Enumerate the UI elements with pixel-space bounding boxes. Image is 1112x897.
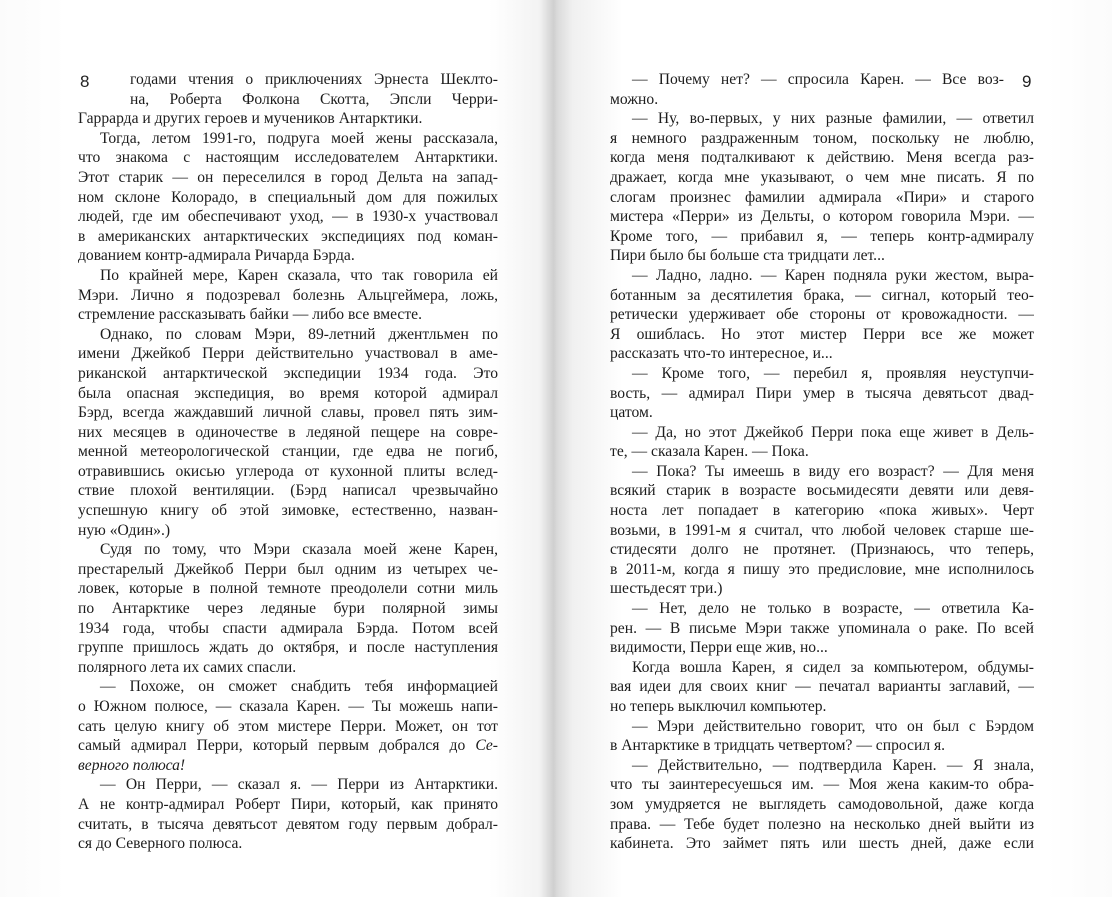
text-line: ся до Северного полюса. [78,835,243,853]
text-line: Пири было бы больше ста тридцати лет... [610,247,885,265]
italic-segment: верного полюса! [78,756,186,774]
text-line: когда меня подталкивают к действию. Меня всегда раз- [610,149,1034,167]
text-line: считать, в тысяча девятьсот девятом году первым добрал- [78,815,498,833]
text-line: Однако, по словам Мэри, 89-летний джентльмен по [100,325,498,343]
text-line: риканской антарктической экспедиции 1934 года. Это [78,364,498,382]
right-page-text [610,70,1034,854]
text-line: успешную книгу об этой зимовке, естественно, назван- [78,502,498,520]
text-line: сать целую книгу об этом мистере Перри. Может, он тот [78,717,498,735]
text-line: По крайней мере, Карен сказала, что так говорила ей [100,266,498,284]
text-line: можно. [610,90,659,108]
text-line: — Да, но этот Джейкоб Перри пока еще живет в Дель- [632,423,1034,441]
text-line: — Действительно, — подтвердила Карен. — Я знала, [632,756,1034,774]
left-page-text [78,70,498,854]
text-line: группе пришлось ждать до октября, и после наступления [78,639,498,657]
text-line: Мэри. Лично я подозревал болезнь Альцгеймера, ложь, [78,286,498,304]
text-line: них месяцев в одиночестве в ледяной пещере на совре- [78,423,498,441]
italic-segment: Се- [475,737,498,755]
text-line: кабинета. Это займет пять или шесть дней, даже если [610,835,1034,853]
text-line: престарелый Джейкоб Перри был одним из четырех че- [78,560,498,578]
text-line: стидесяти долго не протянет. (Признаюсь, что теперь, [610,541,1034,559]
text-line: ретически удерживает обе стороны от кровожадности. — [610,306,1034,324]
text-line: что знакома с настоящим исследователем Антарктики. [78,149,498,167]
text-segment: самый адмирал Перри, который первым добрался до [78,737,466,755]
text-line: рассказать что-то интересное, и... [610,345,833,363]
text-line-italic [78,756,498,776]
text-line: права. — Тебе будет полезно на несколько дней выйти из [610,815,1034,833]
text-line: Этот старик — он переселился в город Дельта на запад- [78,168,498,186]
text-line: — Нет, дело не только в возрасте, — ответила Ка- [632,600,1034,618]
text-line: — Пока? Ты имеешь в виду его возраст? — Для меня [632,462,1034,480]
text-line: вость, — адмирал Пири умер в тысяча девятьсот двад- [610,384,1034,402]
text-line-with-italic [78,736,498,756]
text-line: цатом. [610,404,653,422]
text-line: видимости, Перри еще жив, но... [610,639,828,657]
text-line: была опасная экспедиция, во время которой адмирал [78,384,498,402]
text-line: Кроме того, — прибавил я, — теперь контр-адмиралу [610,227,1034,245]
text-line: А не контр-адмирал Роберт Пири, который, как принято [78,795,498,813]
text-line: отравившись окисью углерода от кухонной плиты вслед- [78,462,498,480]
text-line: Судя по тому, что Мэри сказала моей жене Карен, [100,541,498,559]
text-line: Когда вошла Карен, я сидел за компьютером, обдумы- [632,658,1034,676]
text-line: ную «Один».) [78,521,171,539]
text-line: — Ладно, ладно. — Карен подняла руки жестом, выра- [632,266,1034,284]
text-line: те, — сказала Карен. — Пока. [610,443,809,461]
text-line: — Мэри действительно говорит, что он был с Бэрдом [632,717,1034,735]
text-line: рен. — В письме Мэри также упоминала о раке. По всей [610,619,1034,637]
text-line: годами чтения о приключениях Эрнеста Шеклто- [130,71,498,88]
text-line: — Почему нет? — спросила Карен. — Все воз- [632,71,1004,88]
text-line: на, Роберта Фолкона Скотта, Эпсли Черри- [130,90,498,108]
text-line: ловек, которые в полной темноте преодолели сотни миль [78,580,498,598]
text-line: возьми, в 1991-м я считал, что любой человек старше ше- [610,521,1034,539]
text-line: в 2011-м, когда я пишу это предисловие, мне исполнилось [610,560,1034,578]
text-line: ствие плохой вентиляции. (Бэрд написал чрезвычайно [78,482,498,500]
text-line: Я ошиблась. Но этот мистер Перри все же может [610,325,1034,343]
text-line: Гаррарда и других героев и мучеников Антарктики. [78,110,423,128]
text-line: слогам произнес фамилии адмирала «Пири» и старого [610,188,1034,206]
text-line: но теперь выключил компьютер. [610,698,827,715]
text-line: всякий старик в возрасте восьмидесяти девяти или девя- [610,482,1034,500]
text-line: — Похоже, он сможет снабдить тебя информацией [100,678,498,696]
text-line: носта лет попадает в категорию «пока живых». Черт [610,502,1034,520]
text-line: ном склоне Колорадо, в специальный дом для пожилых [78,188,498,206]
text-line: о Южном полюсе, — сказала Карен. — Ты можешь напи- [78,698,498,715]
text-line: что ты заинтересуешься им. — Моя жена каким-то обра- [610,776,1034,794]
text-line: в американских антарктических экспедициях под коман- [78,227,498,245]
text-line: вая идеи для своих книг — печатал варианты заглавий, — [610,678,1034,696]
text-line: Тогда, летом 1991-го, подруга моей жены рассказала, [100,129,498,147]
text-line: ботанным за десятилетия брака, — сигнал, который тео- [610,286,1034,304]
text-line: зом умудряется не выглядеть самодовольной, даже когда [610,795,1034,813]
text-line: имени Джейкоб Перри действительно участвовал в аме- [78,345,498,363]
text-line: дражает, когда мне указывают, о чем мне писать. Я по [610,168,1034,186]
text-line: Бэрд, всегда жаждавший личной славы, провел пять зим- [78,404,498,422]
page-number-left: 8 [80,72,90,91]
text-line: людей, где им обеспечивают уход, — в 1930-х участвовал [78,208,498,226]
text-line: — Кроме того, — перебил я, проявляя неуступчи- [632,364,1034,382]
text-line: менной метеорологической станции, где едва не погиб, [78,443,498,461]
text-line: по Антарктике через ледяные бури полярной зимы [78,600,498,618]
text-line: полярного лета их самих спасли. [78,658,297,676]
text-line: стремление рассказывать байки — либо все вместе. [78,306,422,324]
text-line: шестьдесят три.) [610,580,723,598]
text-line: я немного раздраженным тоном, поскольку не люблю, [610,129,1034,147]
text-line: 1934 года, чтобы спасти адмирала Бэрда. Потом всей [78,619,498,637]
text-line: — Он Перри, — сказал я. — Перри из Антарктики. [100,776,498,794]
text-line: дованием контр-адмирала Ричарда Бэрда. [78,247,355,265]
page-number-right: 9 [1022,72,1032,91]
text-line: — Ну, во-первых, у них разные фамилии, — ответил [632,110,1034,128]
text-line: мистера «Перри» из Дельты, о котором говорила Мэри. — [610,208,1034,226]
text-line: в Антарктике в тридцать четвертом? — спросил я. [610,737,946,755]
